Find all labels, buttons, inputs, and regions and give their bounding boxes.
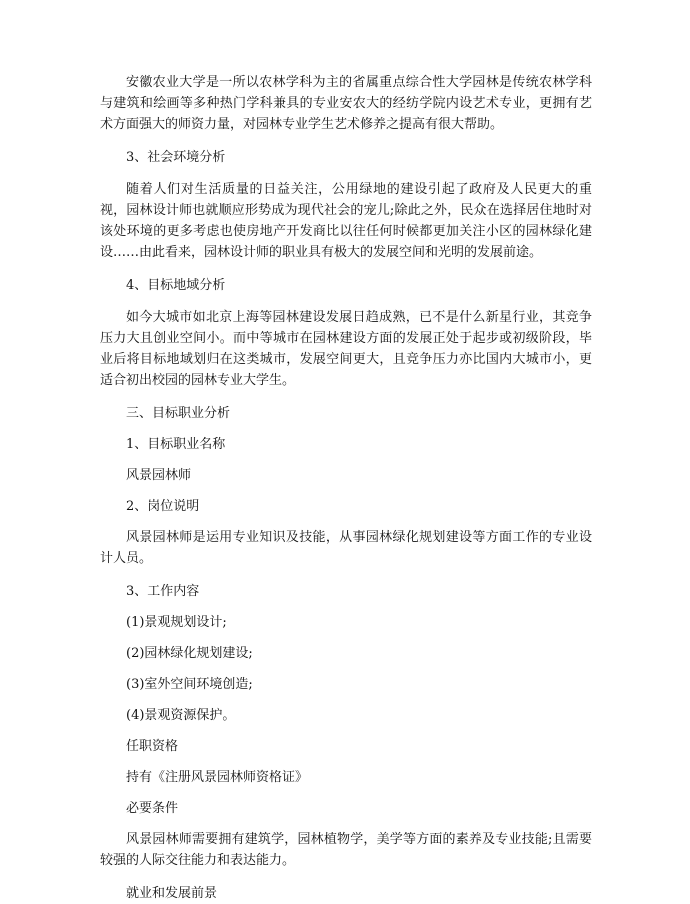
post-description-paragraph: 风景园林师是运用专业知识及技能，从事园林绿化规划建设等方面工作的专业设计人员。 [100, 530, 592, 566]
work-item: (2)园林绿化规划建设; [126, 646, 253, 661]
heading-qualification: 任职资格 [126, 739, 179, 754]
requirements-paragraph: 风景园林师需要拥有建筑学，园林植物学，美学等方面的素养及专业技能;且需要较强的人际交往能力和表达能力。 [100, 832, 592, 868]
document-body [100, 72, 592, 904]
qualification-text: 持有《注册风景园林师资格证》 [126, 770, 309, 785]
target-region-paragraph: 如今大城市如北京上海等园林建设发展日趋成熟，已不是什么新星行业，其竞争压力大且创业空间小。而中等城市在园林建设方面的发展正处于起步或初级阶段，毕业后将目标地域划归在这类城市，发展空间更大，且竞争压力亦比国内大城市小，更适合初出校园的园林专业大学生。 [100, 310, 592, 388]
heading-target-region: 4、目标地域分析 [126, 278, 226, 293]
heading-target-career-analysis: 三、目标职业分析 [126, 406, 231, 421]
work-item: (4)景观资源保护。 [126, 708, 236, 723]
target-job-name: 风景园林师 [126, 468, 192, 483]
heading-post-description: 2、岗位说明 [126, 499, 200, 514]
heading-target-job-name: 1、目标职业名称 [126, 437, 226, 452]
heading-employment-prospects: 就业和发展前景 [126, 886, 218, 901]
work-item: (1)景观规划设计; [126, 615, 227, 630]
heading-work-content: 3、工作内容 [126, 584, 200, 599]
social-environment-paragraph: 随着人们对生活质量的日益关注，公用绿地的建设引起了政府及人民更大的重视，园林设计师也就顺应形势成为现代社会的宠儿;除此之外，民众在选择居住地时对该处环境的更多考虑也使房地产开发商比以往任何时候都更加关注小区的园林绿化建设……由此看来，园林设计师的职业具有极大的发展空间和光明的发展前途。 [100, 182, 592, 260]
intro-paragraph: 安徽农业大学是一所以农林学科为主的省属重点综合性大学园林是传统农林学科与建筑和绘画等多种热门学科兼具的专业安农大的经纺学院内设艺术专业，更拥有艺术方面强大的师资力量，对园林专业学生艺术修养之提高有很大帮助。 [100, 75, 592, 132]
heading-social-environment: 3、社会环境分析 [126, 150, 226, 165]
heading-requirements: 必要条件 [126, 801, 179, 816]
work-item: (3)室外空间环境创造; [126, 677, 253, 692]
